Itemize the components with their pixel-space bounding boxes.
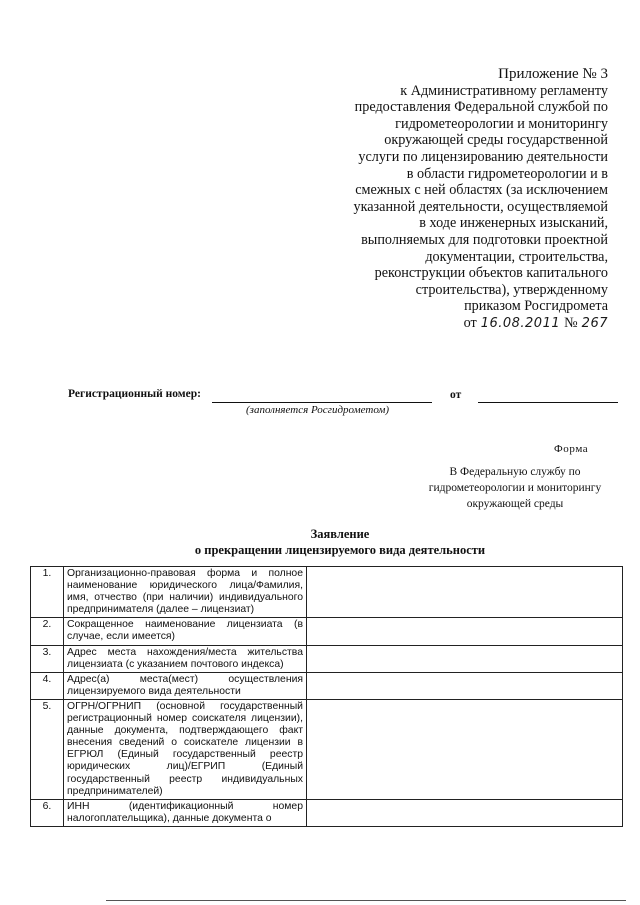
row-number: 6. [31, 799, 64, 826]
appendix-line: выполняемых для подготовки проектной [361, 231, 608, 248]
form-label: Форма [554, 443, 589, 455]
order-no-label: № [564, 314, 578, 331]
row-value-field[interactable] [307, 799, 623, 826]
appendix-line: в области гидрометеорологии и в [406, 165, 608, 182]
registration-from-label: от [450, 389, 462, 401]
page-bottom-rule [106, 900, 626, 901]
appendix-title: Приложение № 3 [498, 66, 608, 82]
document-title: Заявление [310, 527, 370, 541]
appendix-line: окружающей среды государственной [384, 132, 608, 149]
appendix-line: в ходе инженерных изысканий, [419, 215, 608, 232]
table-row [31, 618, 623, 645]
row-number: 4. [31, 672, 64, 699]
row-value-field[interactable] [307, 672, 623, 699]
appendix-line: строительства), утвержденному [415, 281, 608, 298]
table-row [31, 567, 623, 618]
appendix-line: приказом Росгидромета [464, 298, 608, 315]
addressee-line: В Федеральную службу по [449, 466, 581, 478]
order-line [318, 315, 608, 333]
row-value-field[interactable] [307, 645, 623, 672]
row-number: 2. [31, 618, 64, 645]
appendix-line: указанной деятельности, осуществляемой [353, 198, 608, 215]
addressee-line: гидрометеорологии и мониторингу [428, 482, 602, 494]
order-date: 16.08.2011 [480, 315, 561, 331]
row-number: 5. [31, 699, 64, 799]
addressee-block [415, 464, 615, 512]
row-number: 3. [31, 645, 64, 672]
row-description: Адрес(а) места(мест) осуществления лицензируемого вида деятельности [64, 672, 307, 699]
appendix-line: предоставления Федеральной службой по [354, 99, 608, 116]
table-row [31, 645, 623, 672]
appendix-block [318, 66, 608, 333]
table-row [31, 672, 623, 699]
appendix-line: реконструкции объектов капитального [374, 265, 608, 282]
row-value-field[interactable] [307, 699, 623, 799]
row-description: ОГРН/ОГРНИП (основной государственный регистрационный номер соискателя лицензии), данные документа, подтверждающего факт внесения сведений о соискателе лицензии в ЕГРЮЛ (Единый государственный реестр юридических лиц)/ЕГРИП (Единый государственный реестр индивидуальных предпринимателей) [64, 699, 307, 799]
document-subtitle: о прекращении лицензируемого вида деятельности [194, 543, 486, 557]
row-description: Сокращенное наименование лицензиата (в случае, если имеется) [64, 618, 307, 645]
row-number: 1. [31, 567, 64, 618]
appendix-line: услуги по лицензированию деятельности [358, 148, 608, 165]
application-form-table [30, 566, 623, 827]
row-description: ИНН (идентификационный номер налогоплательщика), данные документа о [64, 799, 307, 826]
table-row [31, 799, 623, 826]
appendix-line: документации, строительства, [425, 248, 608, 265]
row-description: Организационно-правовая форма и полное наименование юридического лица/Фамилия, имя, отчество (при наличии) индивидуального предпринимателя (далее – лицензиат) [64, 567, 307, 618]
appendix-line: смежных с ней областях (за исключением [355, 182, 608, 199]
row-description: Адрес места нахождения/места жительства лицензиата (с указанием почтового индекса) [64, 645, 307, 672]
table-row [31, 699, 623, 799]
order-number: 267 [581, 315, 608, 331]
appendix-line: к Административному регламенту [400, 82, 608, 99]
registration-date-field[interactable] [478, 402, 618, 403]
registration-number-field[interactable] [212, 402, 432, 403]
appendix-line: гидрометеорологии и мониторингу [395, 115, 608, 132]
registration-label: Регистрационный номер: [68, 388, 201, 400]
addressee-line: окружающей среды [466, 498, 564, 510]
row-value-field[interactable] [307, 618, 623, 645]
order-prefix: от [463, 314, 477, 331]
row-value-field[interactable] [307, 567, 623, 618]
registration-note: (заполняется Росгидрометом) [246, 404, 390, 416]
